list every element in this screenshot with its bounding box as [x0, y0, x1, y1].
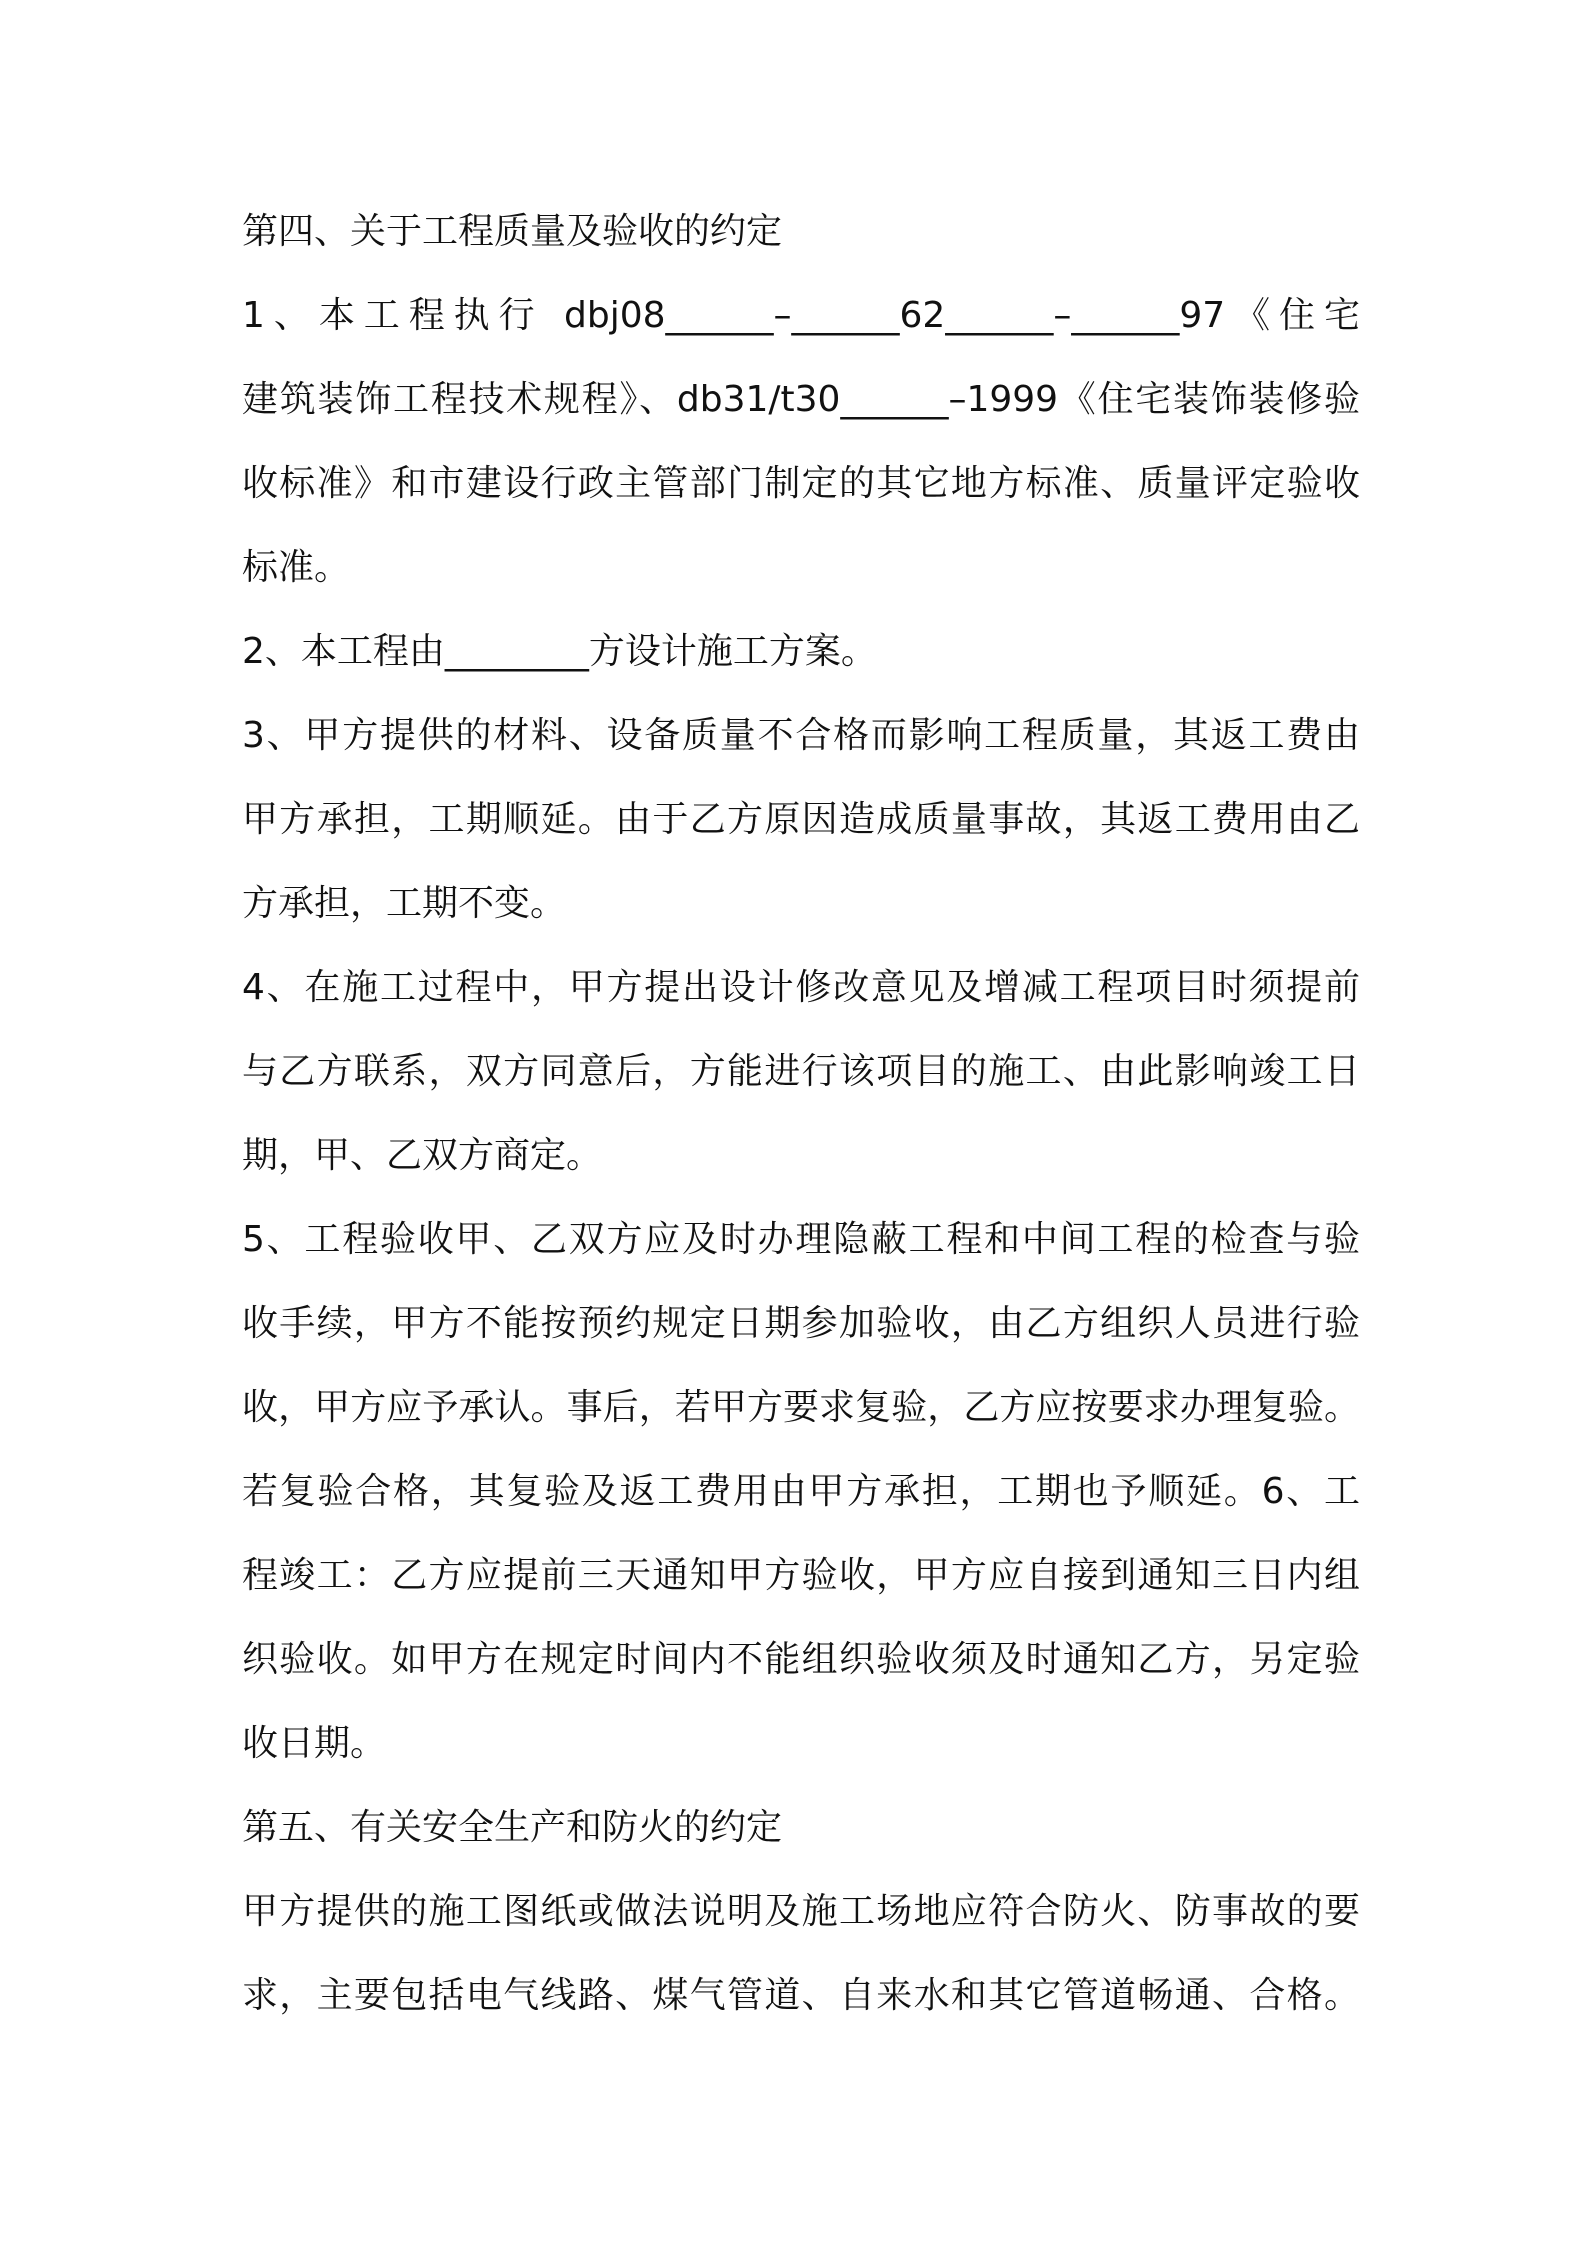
paragraph-line: 甲方承担，工期顺延。由于乙方原因造成质量事故，其返工费用由乙 [242, 799, 1360, 840]
paragraph-line: 与乙方联系，双方同意后，方能进行该项目的施工、由此影响竣工日 [242, 1051, 1360, 1092]
paragraph-4-changes [242, 946, 1360, 1198]
paragraph-line: 若复验合格，其复验及返工费用由甲方承担，工期也予顺延。6、工 [242, 1471, 1360, 1512]
paragraph-line: 求，主要包括电气线路、煤气管道、自来水和其它管道畅通、合格。 [242, 1975, 1360, 2016]
document-page [242, 190, 1360, 2038]
paragraph-line: 收手续，甲方不能按预约规定日期参加验收，由乙方组织人员进行验 [242, 1303, 1360, 1344]
paragraph-line: 收，甲方应予承认。事后，若甲方要求复验，乙方应按要求办理复验。 [242, 1387, 1360, 1428]
paragraph-line: 标准。 [242, 547, 351, 588]
section-heading-safety: 第五、有关安全生产和防火的约定 [242, 1807, 783, 1848]
paragraph-line: 2、本工程由________方设计施工方案。 [242, 631, 877, 672]
paragraph-line: 1、本工程执行 dbj08______–______62______–______97《住宅 [242, 295, 1360, 336]
paragraph-line: 3、甲方提供的材料、设备质量不合格而影响工程质量，其返工费由 [242, 715, 1360, 756]
paragraph-line: 期，甲、乙双方商定。 [242, 1135, 603, 1176]
paragraph-line: 建筑装饰工程技术规程》、db31/t30______–1999《住宅装饰装修验 [242, 379, 1360, 420]
paragraph-2-design [242, 610, 1360, 694]
paragraph-line: 收标准》和市建设行政主管部门制定的其它地方标准、质量评定验收 [242, 463, 1360, 504]
paragraph-line: 甲方提供的施工图纸或做法说明及施工场地应符合防火、防事故的要 [242, 1891, 1360, 1932]
paragraph-5-acceptance [242, 1198, 1360, 1786]
paragraph-line: 织验收。如甲方在规定时间内不能组织验收须及时通知乙方，另定验 [242, 1639, 1360, 1680]
paragraph-line: 方承担，工期不变。 [242, 883, 567, 924]
paragraph-6-fire-safety [242, 1870, 1360, 2038]
paragraph-line: 4、在施工过程中，甲方提出设计修改意见及增减工程项目时须提前 [242, 967, 1360, 1008]
paragraph-line: 程竣工：乙方应提前三天通知甲方验收，甲方应自接到通知三日内组 [242, 1555, 1360, 1596]
section-heading-quality: 第四、关于工程质量及验收的约定 [242, 211, 783, 252]
paragraph-3-materials [242, 694, 1360, 946]
paragraph-line: 收日期。 [242, 1723, 387, 1764]
paragraph-line: 5、工程验收甲、乙双方应及时办理隐蔽工程和中间工程的检查与验 [242, 1219, 1360, 1260]
paragraph-1-standards [242, 274, 1360, 610]
